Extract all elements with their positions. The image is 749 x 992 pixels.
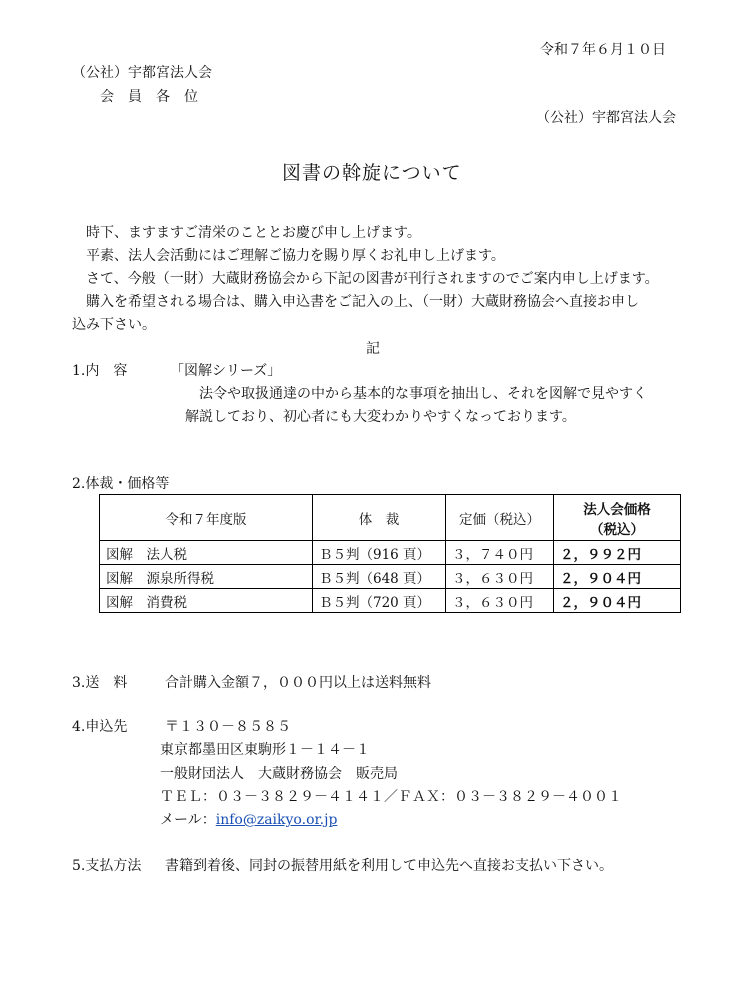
member-price: ２，９０４円 — [554, 565, 681, 589]
table-row — [100, 565, 681, 589]
price-table-header-row — [100, 495, 681, 541]
header-list-price: 定価（税込） — [446, 495, 554, 541]
book-format: Ｂ５判（916 頁） — [313, 541, 446, 565]
ki-heading: 記 — [366, 341, 380, 357]
header-format: 体 裁 — [313, 495, 446, 541]
sender-organization: （公社）宇都宮法人会 — [536, 110, 676, 126]
header-edition: 令和７年度版 — [100, 495, 313, 541]
table-row — [100, 541, 681, 565]
announcement-paragraph: さて、今般（一財）大蔵財務協会から下記の図書が刊行されますのでご案内申し上げます。 — [86, 271, 659, 287]
member-price: ２，９９２円 — [554, 541, 681, 565]
header-member-price — [554, 495, 681, 541]
purchase-instructions-line-1: 購入を希望される場合は、購入申込書をご記入の上、（一財）大蔵財務協会へ直接お申し — [86, 294, 639, 310]
book-format: Ｂ５判（720 頁） — [313, 589, 446, 613]
recipient-members: 会 員 各 位 — [100, 89, 198, 105]
section-1-series-name: 「図解シリーズ」 — [170, 363, 282, 379]
price-table — [99, 494, 681, 613]
book-format: Ｂ５判（648 頁） — [313, 565, 446, 589]
section-3-shipping-info: 合計購入金額７，０００円以上は送料無料 — [165, 675, 431, 691]
table-row — [100, 589, 681, 613]
list-price: ３，６３０円 — [446, 589, 554, 613]
section-3-label: 3.送 料 — [72, 675, 128, 691]
postal-code: 〒１３０－８５８５ — [165, 719, 291, 735]
recipient-organization: （公社）宇都宮法人会 — [72, 65, 212, 81]
email-link[interactable]: info@zaikyo.or.jp — [215, 812, 338, 828]
member-price: ２，９０４円 — [554, 589, 681, 613]
section-1-description-line-2: 解説しており、初心者にも大変わかりやすくなっております。 — [185, 409, 576, 425]
header-member-price-line-1: 法人会価格 — [583, 501, 651, 518]
book-name: 図解 源泉所得税 — [100, 565, 313, 589]
book-name: 図解 消費税 — [100, 589, 313, 613]
document-date: 令和７年６月１０日 — [540, 42, 666, 58]
book-name: 図解 法人税 — [100, 541, 313, 565]
list-price: ３，６３０円 — [446, 565, 554, 589]
section-5-label: 5.支払方法 — [72, 858, 142, 874]
greeting-paragraph-1: 時下、ますますご清栄のこととお慶び申し上げます。 — [86, 225, 421, 241]
section-1-label: 1.内 容 — [72, 363, 128, 379]
header-member-price-line-2: （税込） — [590, 521, 644, 538]
email-row — [160, 810, 337, 830]
section-2-label: 2.体裁・価格等 — [72, 476, 170, 492]
tel-fax: ＴＥＬ：０３－３８２９－４１４１／ＦＡＸ：０３－３８２９－４００１ — [160, 789, 622, 805]
organization-name: 一般財団法人 大蔵財務協会 販売局 — [160, 766, 398, 782]
section-4-label: 4.申込先 — [72, 719, 128, 735]
section-1-description-line-1: 法令や取扱通達の中から基本的な事項を抽出し、それを図解で見やすく — [199, 386, 647, 402]
section-5-payment-info: 書籍到着後、同封の振替用紙を利用して申込先へ直接お支払い下さい。 — [165, 858, 613, 874]
page-title: 図書の斡旋について — [282, 162, 462, 184]
greeting-paragraph-2: 平素、法人会活動にはご理解ご協力を賜り厚くお礼申し上げます。 — [86, 248, 505, 264]
list-price: ３，７４０円 — [446, 541, 554, 565]
address: 東京都墨田区東駒形１－１４－１ — [160, 742, 370, 758]
email-label: メール： — [160, 812, 216, 828]
purchase-instructions-line-2: 込み下さい。 — [72, 317, 156, 333]
